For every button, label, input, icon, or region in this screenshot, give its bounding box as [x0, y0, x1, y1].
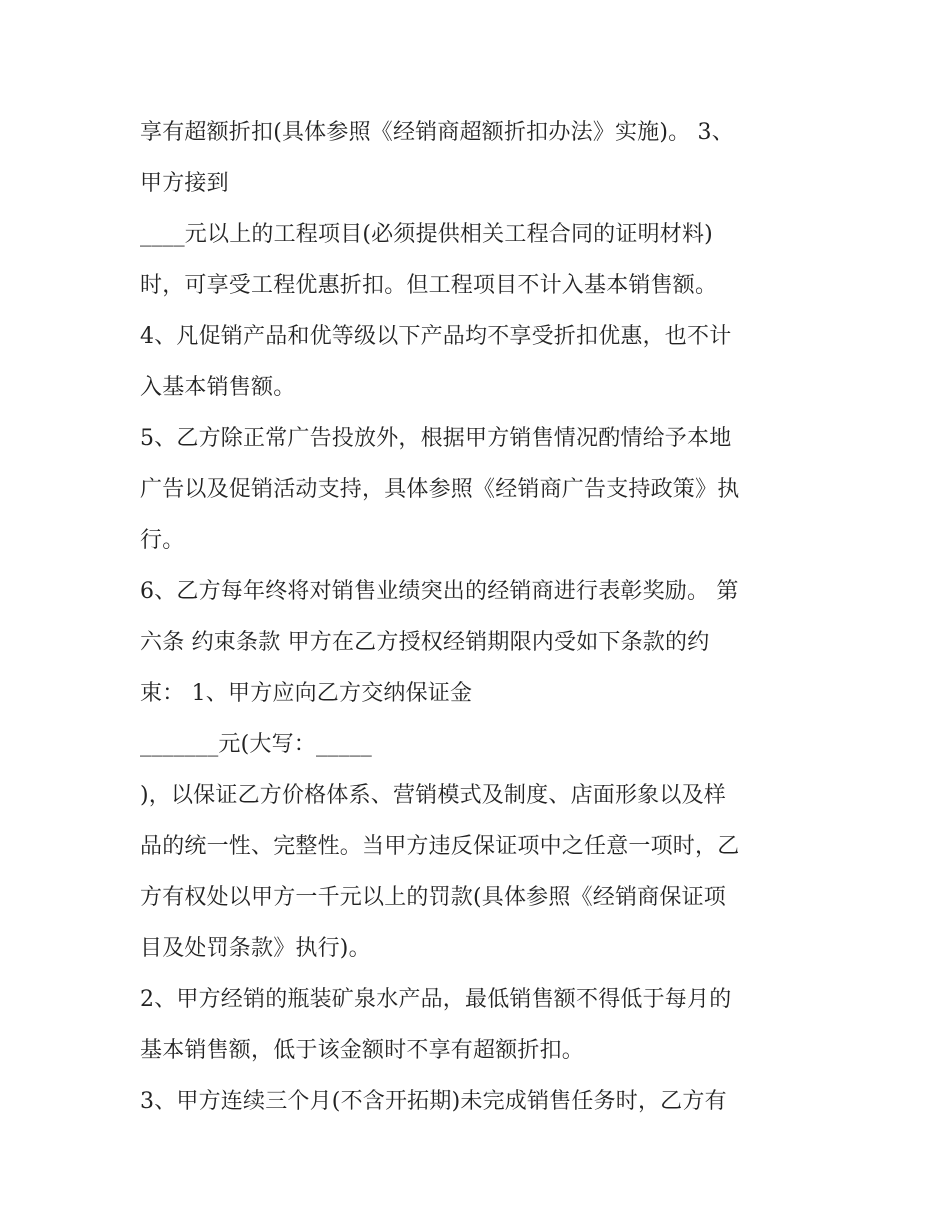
text-line-10: 6、乙方每年终将对销售业绩突出的经销商进行表彰奖励。 第 — [140, 579, 739, 604]
text-line-13: _______元(大写：_____ — [140, 732, 372, 757]
text-line-5: 4、凡促销产品和优等级以下产品均不享受折扣优惠，也不计 — [140, 324, 732, 349]
text-line-16: 方有权处以甲方一千元以上的罚款(具体参照《经销商保证项 — [140, 885, 726, 910]
contract-text — [140, 107, 820, 1127]
text-line-1: 享有超额折扣(具体参照《经销商超额折扣办法》实施)。 3、 — [140, 120, 734, 145]
text-line-8: 广告以及促销活动支持，具体参照《经销商广告支持政策》执 — [140, 477, 740, 502]
text-line-19: 基本销售额，低于该金额时不享有超额折扣。 — [140, 1038, 585, 1063]
text-line-12: 束： 1、甲方应向乙方交纳保证金 — [140, 681, 473, 706]
text-line-18: 2、甲方经销的瓶装矿泉水产品，最低销售额不得低于每月的 — [140, 987, 732, 1012]
text-line-6: 入基本销售额。 — [140, 375, 296, 400]
text-line-4: 时，可享受工程优惠折扣。但工程项目不计入基本销售额。 — [140, 273, 718, 298]
text-line-20: 3、甲方连续三个月(不含开拓期)未完成销售任务时，乙方有 — [140, 1089, 727, 1114]
text-line-2: 甲方接到 — [140, 171, 229, 196]
text-line-17: 目及处罚条款》执行)。 — [140, 936, 371, 961]
text-line-3: ____元以上的工程项目(必须提供相关工程合同的证明材料) — [140, 222, 713, 247]
text-line-9: 行。 — [140, 528, 185, 553]
text-line-14: )，以保证乙方价格体系、营销模式及制度、店面形象以及样 — [140, 783, 726, 808]
text-line-7: 5、乙方除正常广告投放外，根据甲方销售情况酌情给予本地 — [140, 426, 732, 451]
text-line-11: 六条 约束条款 甲方在乙方授权经销期限内受如下条款的约 — [140, 630, 710, 655]
text-line-15: 品的统一性、完整性。当甲方违反保证项中之任意一项时，乙 — [140, 834, 740, 859]
